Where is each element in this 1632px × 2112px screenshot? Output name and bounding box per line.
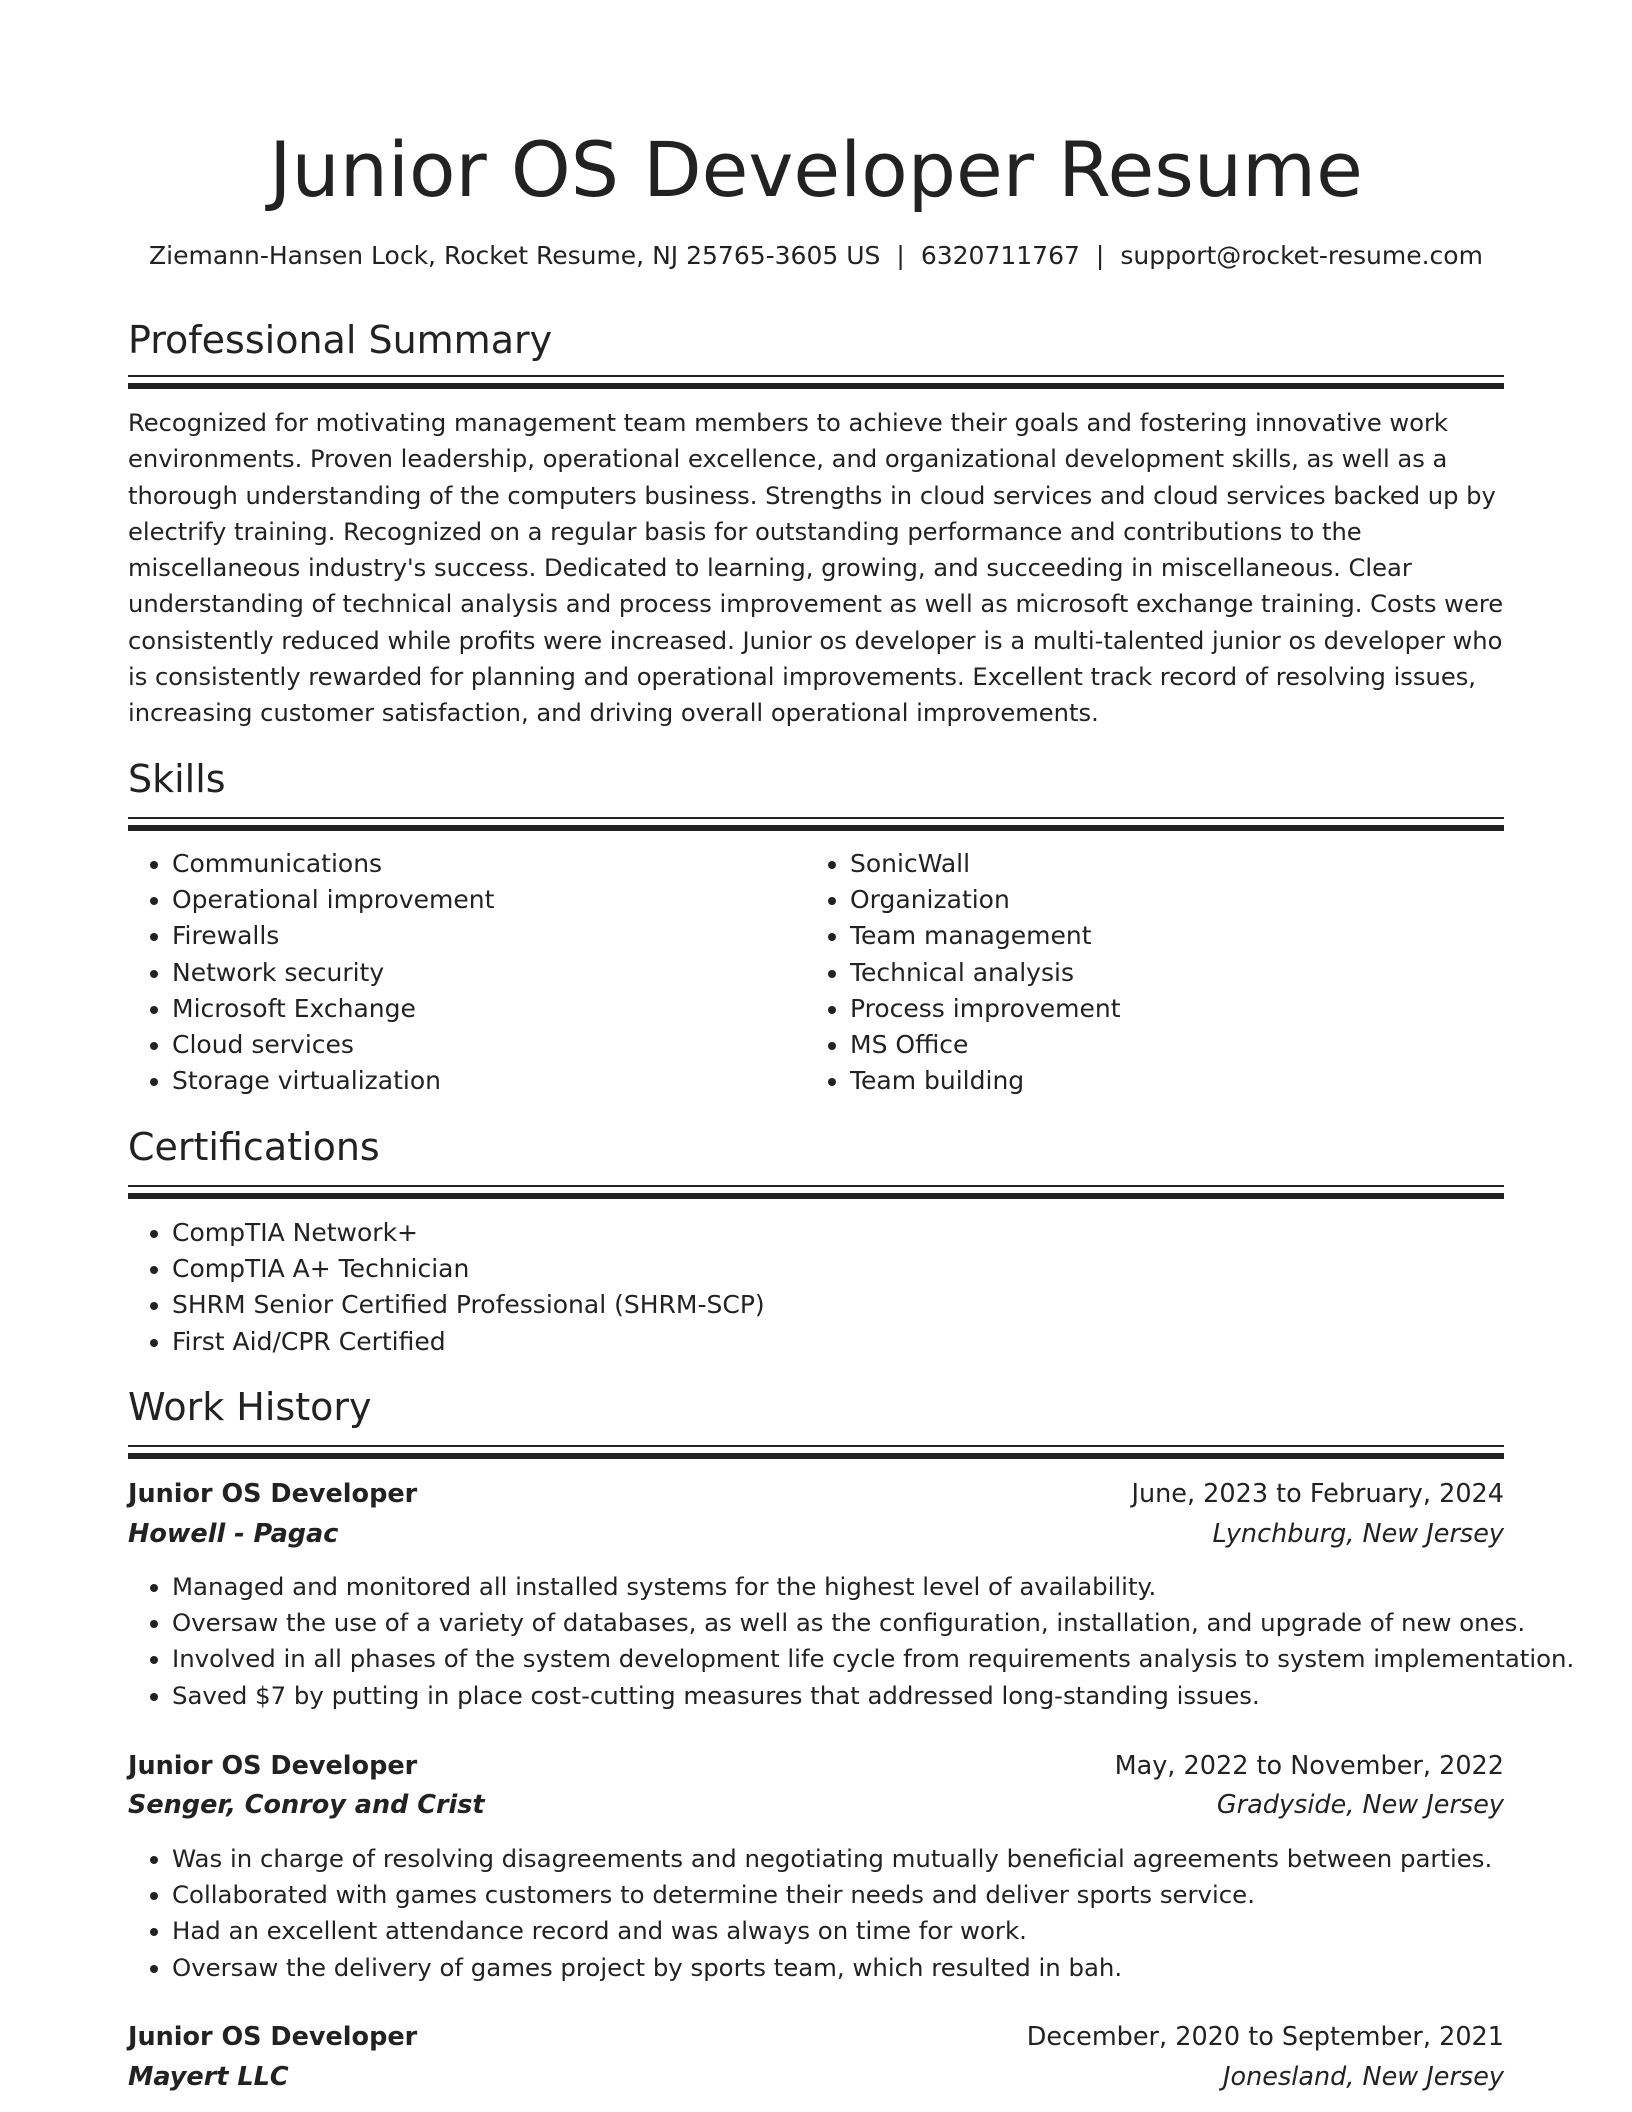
list-item: • Oversaw the delivery of games project by sports team, which resulted in bah.: [172, 1950, 1492, 1986]
job-bullets: [128, 1569, 1574, 1714]
summary-text: Recognized for motivating management team members to achieve their goals and fostering innovative work environments. Proven leadership, operational excellence, and organizational development skills, as well as a thorough understanding of the computers business. Strengths in cloud services and cloud services backed up by electrify training. Recognized on a regular basis for outstanding performance and contributions to the miscellaneous industry's success. Dedicated to learning, growing, and succeeding in miscellaneous. Clear understanding of technical analysis and process improvement as well as microsoft exchange training. Costs were consistently reduced while profits were increased. Junior os developer is a multi-talented junior os developer who is consistently rewarded for planning and operational improvements. Excellent track record of resolving issues, increasing customer satisfaction, and driving overall operational improvements.: [128, 409, 1504, 728]
list-item: • Oversaw the use of a variety of databases, as well as the configuration, installation, and upgrade of new ones.: [172, 1605, 1574, 1641]
list-item: • Organization: [850, 882, 1121, 918]
list-item: • Process improvement: [850, 991, 1121, 1027]
section-heading-summary: Professional Summary: [128, 318, 553, 362]
list-item: • Had an excellent attendance record and was always on time for work.: [172, 1913, 1492, 1949]
resume-title: Junior OS Developer Resume: [269, 125, 1363, 214]
list-item: • Communications: [172, 846, 494, 882]
job-dates: May, 2022 to November, 2022: [1114, 1751, 1504, 1781]
job-header: [128, 1475, 1504, 1515]
job-location: Jonesland, New Jersey: [1222, 2062, 1504, 2092]
job-location: Gradyside, New Jersey: [1216, 1790, 1504, 1820]
contact-email: support@rocket-resume.com: [1120, 241, 1483, 270]
list-item: • Cloud services: [172, 1027, 494, 1063]
list-item: • Firewalls: [172, 918, 494, 954]
job-bullets: [128, 1841, 1492, 1986]
job-company: Mayert LLC: [128, 2062, 289, 2092]
list-item: • Managed and monitored all installed systems for the highest level of availability.: [172, 1569, 1574, 1605]
list-item: • First Aid/CPR Certified: [172, 1324, 765, 1360]
list-item: • Team building: [850, 1063, 1121, 1099]
list-item: • CompTIA Network+: [172, 1215, 765, 1251]
job-header: [128, 2018, 1504, 2058]
list-item: • Microsoft Exchange: [172, 991, 494, 1027]
list-item: • SonicWall: [850, 846, 1121, 882]
job-company: Howell - Pagac: [128, 1519, 339, 1549]
job-company: Senger, Conroy and Crist: [128, 1790, 485, 1820]
section-heading-skills: Skills: [128, 757, 226, 801]
contact-phone: 6320711767: [920, 241, 1080, 270]
list-item: • CompTIA A+ Technician: [172, 1251, 765, 1287]
contact-separator: |: [1095, 241, 1105, 270]
skills-list-left: [128, 846, 494, 1099]
job-title: Junior OS Developer: [128, 2022, 418, 2052]
certifications-list: [128, 1215, 765, 1360]
contact-address: Ziemann-Hansen Lock, Rocket Resume, NJ 25765-3605 US: [149, 241, 881, 270]
list-item: • Collaborated with games customers to determine their needs and deliver sports service.: [172, 1877, 1492, 1913]
job-title: Junior OS Developer: [128, 1479, 418, 1509]
job-location: Lynchburg, New Jersey: [1212, 1519, 1504, 1549]
list-item: • Was in charge of resolving disagreements and negotiating mutually beneficial agreements between parties.: [172, 1841, 1492, 1877]
list-item: • Saved $7 by putting in place cost-cutting measures that addressed long-standing issues.: [172, 1678, 1574, 1714]
list-item: • Operational improvement: [172, 882, 494, 918]
list-item: • Technical analysis: [850, 955, 1121, 991]
list-item: • MS Office: [850, 1027, 1121, 1063]
job-subheader: [128, 1786, 1504, 1826]
list-item: • SHRM Senior Certified Professional (SHRM-SCP): [172, 1287, 765, 1323]
job-dates: June, 2023 to February, 2024: [1131, 1479, 1504, 1509]
list-item: • Team management: [850, 918, 1121, 954]
job-header: [128, 1747, 1504, 1787]
list-item: • Involved in all phases of the system development life cycle from requirements analysis to system implementation.: [172, 1641, 1574, 1677]
section-divider: [128, 375, 1504, 390]
list-item: • Storage virtualization: [172, 1063, 494, 1099]
section-heading-certifications: Certifications: [128, 1125, 380, 1169]
section-heading-work-history: Work History: [128, 1385, 372, 1429]
contact-separator: |: [896, 241, 905, 270]
job-subheader: [128, 2058, 1504, 2098]
skills-list-right: [806, 846, 1121, 1099]
section-divider: [128, 817, 1504, 832]
job-title: Junior OS Developer: [128, 1751, 418, 1781]
section-divider: [128, 1445, 1504, 1460]
section-divider: [128, 1185, 1504, 1200]
job-subheader: [128, 1515, 1504, 1555]
job-dates: December, 2020 to September, 2021: [1026, 2022, 1504, 2052]
list-item: • Network security: [172, 955, 494, 991]
contact-line: [128, 238, 1504, 274]
